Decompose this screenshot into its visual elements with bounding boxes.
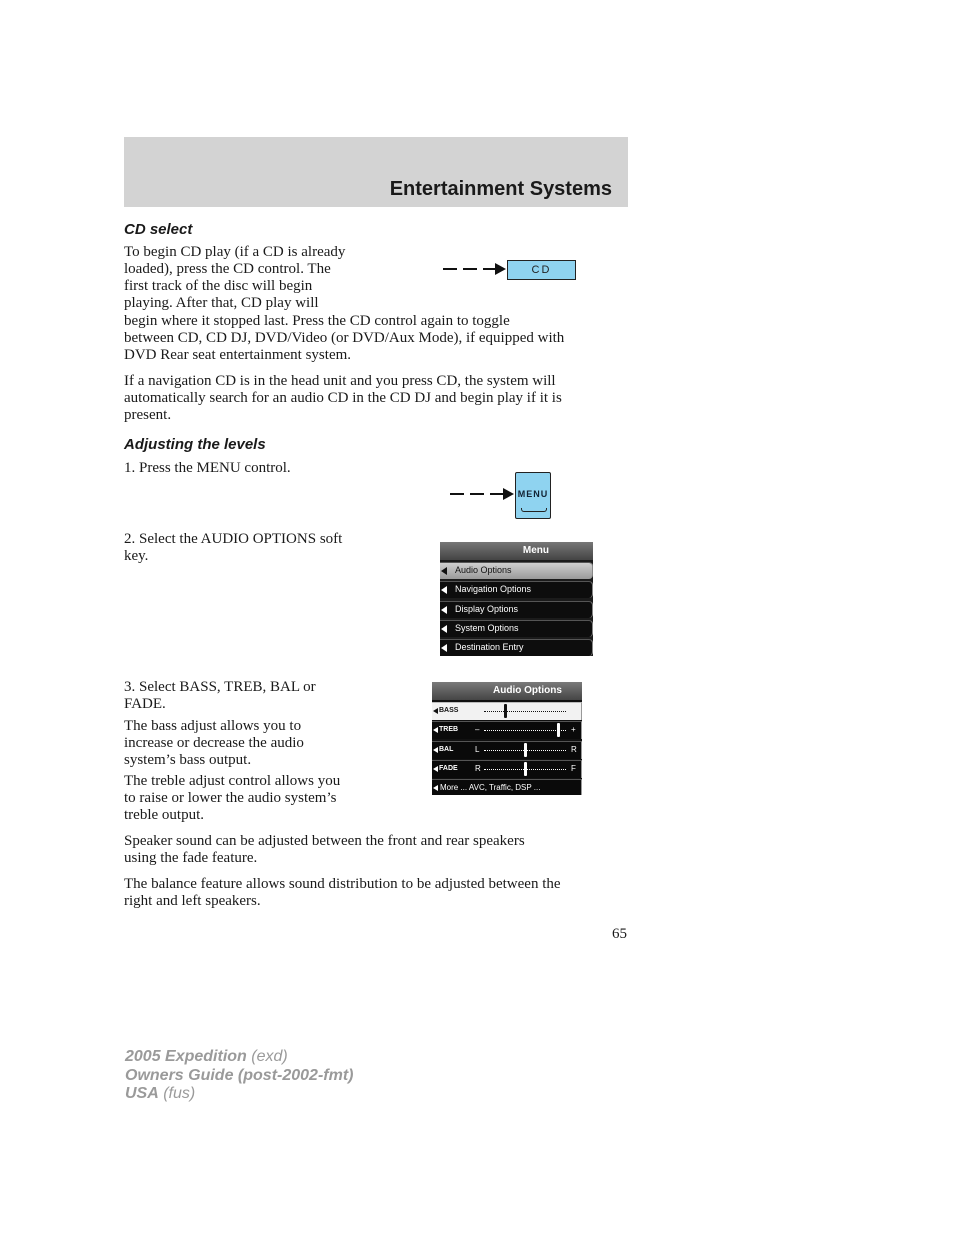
text-line: If a navigation CD is in the head unit and you press CD, the system will — [124, 373, 556, 389]
text-line: first track of the disc will begin — [124, 278, 313, 294]
text-line: FADE. — [124, 696, 166, 712]
audio-screen-title — [432, 682, 582, 700]
step-3 — [124, 679, 379, 713]
step-2 — [124, 531, 379, 565]
step-1: 1. Press the MENU control. — [124, 460, 291, 476]
text-line: DVD Rear seat entertainment system. — [124, 347, 352, 363]
text-line: present. — [124, 407, 172, 423]
cd-paragraph-narrow — [124, 244, 379, 312]
audio-row-bass[interactable] — [432, 702, 582, 720]
audio-row-code: TREB — [439, 726, 459, 733]
text-line: 2. Select the AUDIO OPTIONS soft — [124, 531, 343, 547]
heading-adjusting-levels: Adjusting the levels — [124, 436, 266, 453]
audio-row-more[interactable] — [432, 779, 582, 795]
menu-screen-title-text: Menu — [522, 545, 549, 556]
navigation-cd-paragraph — [124, 373, 634, 424]
heading-cd-select: CD select — [124, 221, 193, 238]
footer-line-3 — [125, 1085, 195, 1103]
arrow-dash — [490, 493, 503, 495]
menu-item-destination-entry[interactable] — [440, 639, 593, 656]
section-title: Entertainment Systems — [389, 178, 612, 200]
text-line: Speaker sound can be adjusted between the front and rear speakers — [124, 833, 525, 849]
triangle-left-icon — [441, 625, 447, 633]
menu-item-label: Destination Entry — [455, 642, 524, 652]
audio-options-screen — [432, 682, 582, 795]
triangle-left-icon — [433, 727, 438, 733]
menu-item-display-options[interactable] — [440, 601, 593, 618]
audio-row-code: BAL — [439, 746, 454, 753]
text-line: between CD, CD DJ, DVD/Video (or DVD/Aux Mode), if equipped with — [124, 330, 565, 346]
slider-track — [484, 711, 566, 713]
treble-paragraph — [124, 773, 379, 824]
slider-track — [484, 730, 566, 732]
text-line: The bass adjust allows you to — [124, 718, 302, 734]
triangle-left-icon — [441, 606, 447, 614]
arrow-right-icon — [503, 488, 514, 500]
cd-button-label: CD — [531, 264, 552, 276]
arrow-right-icon — [495, 263, 506, 275]
slider-knob[interactable] — [557, 723, 560, 737]
text-line: automatically search for an audio CD in the CD DJ and begin play if it is — [124, 390, 562, 406]
slider-knob[interactable] — [524, 743, 527, 757]
slider-max-label: R — [571, 745, 577, 754]
menu-item-label: Navigation Options — [455, 584, 532, 594]
text-line: loaded), press the CD control. The — [124, 261, 331, 277]
text-line: increase or decrease the audio — [124, 735, 304, 751]
footer-model: 2005 Expedition — [125, 1048, 247, 1065]
menu-button-label: MENU — [517, 489, 549, 499]
arrow-dash — [450, 493, 464, 495]
triangle-left-icon — [433, 785, 438, 791]
footer-model-code: (exd) — [246, 1048, 288, 1065]
slider-max-label: F — [571, 764, 576, 773]
menu-item-label: Audio Options — [455, 565, 512, 575]
text-line: The treble adjust control allows you — [124, 773, 341, 789]
audio-row-treb[interactable] — [432, 721, 582, 739]
page-number: 65 — [612, 926, 627, 942]
text-line: treble output. — [124, 807, 204, 823]
triangle-left-icon — [433, 747, 438, 753]
fade-paragraph — [124, 833, 634, 867]
text-line: The balance feature allows sound distribution to be adjusted between the — [124, 876, 561, 892]
header-band — [124, 137, 628, 207]
menu-item-label: Display Options — [455, 604, 519, 614]
menu-item-label: System Options — [455, 623, 519, 633]
triangle-left-icon — [441, 586, 447, 594]
audio-row-code: FADE — [439, 765, 458, 772]
menu-item-navigation-options[interactable] — [440, 581, 593, 598]
cd-paragraph-wide — [124, 313, 634, 364]
text-line: begin where it stopped last. Press the CD control again to toggle — [124, 313, 510, 329]
slider-min-label: – — [475, 725, 480, 734]
slider-knob[interactable] — [524, 762, 527, 776]
text-line: right and left speakers. — [124, 893, 261, 909]
text-line: to raise or lower the audio system’s — [124, 790, 337, 806]
arrow-dash — [470, 493, 484, 495]
footer-market: USA — [125, 1085, 159, 1102]
arrow-dash — [443, 268, 457, 270]
slider-knob[interactable] — [504, 704, 507, 718]
text-line: using the fade feature. — [124, 850, 258, 866]
text-line: system’s bass output. — [124, 752, 252, 768]
menu-item-audio-options[interactable] — [440, 562, 593, 579]
text-line: key. — [124, 548, 149, 564]
audio-row-fade[interactable] — [432, 760, 582, 778]
menu-screen-title — [440, 542, 593, 560]
menu-screen — [440, 542, 593, 656]
arrow-dash — [463, 268, 477, 270]
balance-paragraph — [124, 876, 634, 910]
audio-screen-title-text: Audio Options — [493, 685, 562, 696]
triangle-left-icon — [433, 708, 438, 714]
slider-max-label: + — [571, 725, 576, 734]
slider-min-label: L — [475, 745, 480, 754]
footer-market-code: (fus) — [158, 1085, 196, 1102]
audio-row-code: BASS — [439, 707, 459, 714]
more-options-label: More ... AVC, Traffic, DSP ... — [440, 783, 541, 792]
text-line: To begin CD play (if a CD is already — [124, 244, 346, 260]
triangle-left-icon — [433, 766, 438, 772]
menu-button — [515, 472, 551, 519]
menu-button-bar — [521, 508, 547, 512]
footer-line-1 — [125, 1048, 288, 1066]
menu-item-system-options[interactable] — [440, 620, 593, 637]
text-line: 3. Select BASS, TREB, BAL or — [124, 679, 316, 695]
footer-line-2 — [125, 1067, 353, 1085]
text-line: playing. After that, CD play will — [124, 295, 319, 311]
slider-min-label: R — [475, 764, 481, 773]
footer-guide: Owners Guide (post-2002-fmt) — [125, 1067, 354, 1084]
cd-button — [507, 260, 576, 280]
bass-paragraph — [124, 718, 379, 769]
triangle-left-icon — [441, 644, 447, 652]
audio-row-bal[interactable] — [432, 741, 582, 759]
triangle-left-icon — [441, 567, 447, 575]
arrow-dash — [483, 268, 495, 270]
